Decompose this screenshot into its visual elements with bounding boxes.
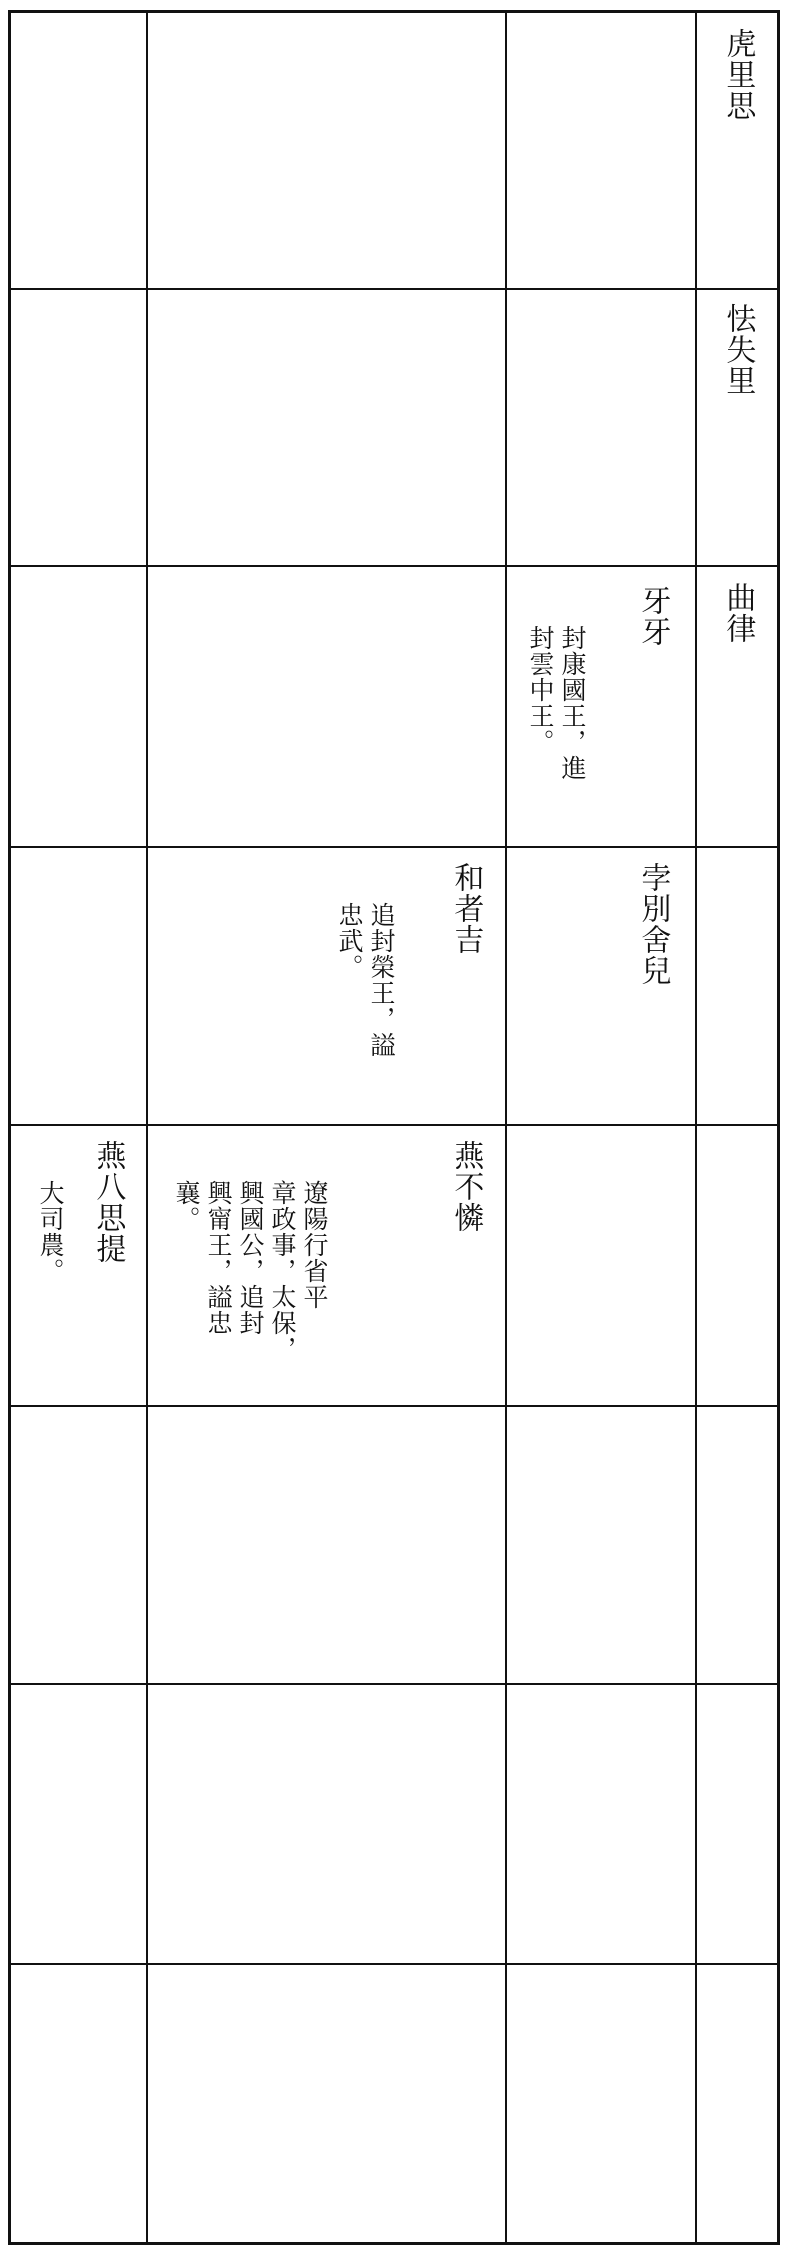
person-name: 燕八思提: [90, 1140, 126, 1264]
person-name: 和者吉: [448, 862, 484, 955]
row-divider-7: [8, 1963, 780, 1965]
column-divider-1: [146, 10, 148, 2245]
person-note: 遼陽行省平 章政事，太保， 興國公，追封 興甯王，謚忠 襄。: [172, 1180, 329, 1362]
column-divider-2: [505, 10, 507, 2245]
row-divider-2: [8, 565, 780, 567]
row-divider-4: [8, 1124, 780, 1126]
person-note: 大司農。: [36, 1180, 65, 1284]
person-name: 孛別舍兒: [635, 862, 671, 986]
person-name: 燕不憐: [448, 1140, 484, 1233]
table-top-border: [8, 10, 780, 13]
column-divider-3: [695, 10, 697, 2245]
header-cell-1: 虎里思: [720, 28, 756, 121]
person-note: 封康國王，進 封雲中王。: [526, 625, 587, 781]
header-cell-2: 怯失里: [720, 303, 756, 396]
table-right-border: [777, 10, 780, 2245]
row-divider-6: [8, 1683, 780, 1685]
person-note: 追封榮王，謚 忠武。: [335, 902, 396, 1058]
row-divider-1: [8, 288, 780, 290]
row-divider-5: [8, 1405, 780, 1407]
person-name: 牙牙: [635, 585, 671, 647]
header-cell-3: 曲律: [720, 582, 756, 644]
table-bottom-border: [8, 2242, 780, 2245]
row-divider-3: [8, 846, 780, 848]
table-left-border: [8, 10, 11, 2245]
